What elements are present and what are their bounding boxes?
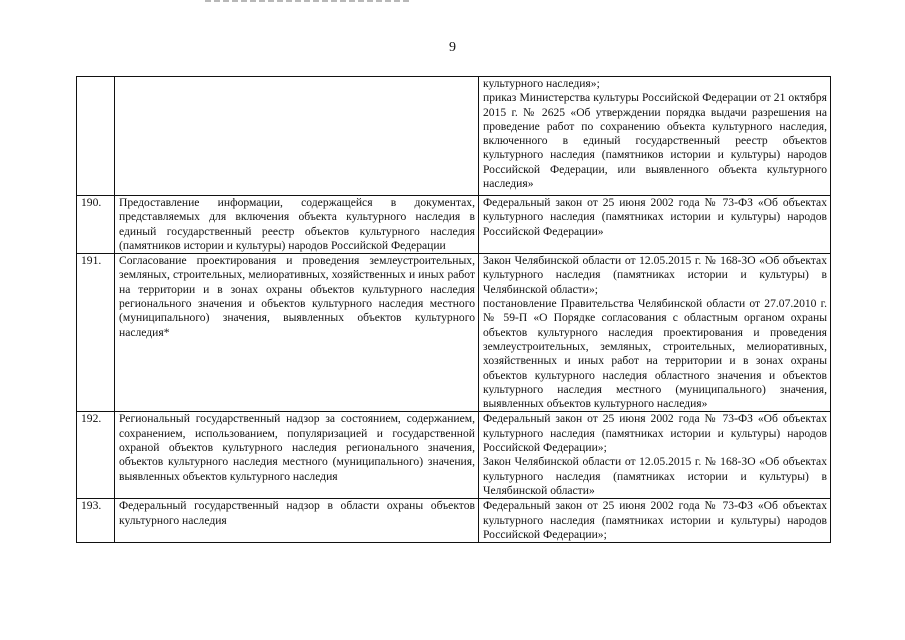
table-row xyxy=(77,412,831,499)
scan-artifact-line xyxy=(205,0,410,2)
legal-basis-text: Федеральный закон от 25 июня 2002 года № 73-ФЗ «Об объектах культурного наследия (памятниках истории и культуры) народов Российской Федерации»; xyxy=(483,412,827,455)
table-row xyxy=(77,196,831,254)
service-name-cell xyxy=(115,77,479,196)
legal-basis-cell xyxy=(479,254,831,412)
page-number: 9 xyxy=(449,40,456,55)
service-name-cell xyxy=(115,196,479,254)
row-number: 191. xyxy=(77,254,115,412)
legal-basis-text: постановление Правительства Челябинской области от 27.07.2010 г. № 59-П «О Порядке согласования с областным органом охраны объектов культурного наследия проектирования и проведения землеустроительных, земляных, строительных, мелиоративных, хозяйственных и иных работ на территории и в зонах охраны объектов культурного наследия областного значения и объектов культурного наследия местного (муниципального) значения, выявленных объектов культурного наследия» xyxy=(483,297,827,411)
table-row xyxy=(77,499,831,543)
legal-basis-text: культурного наследия»; xyxy=(483,77,600,90)
service-name-cell xyxy=(115,254,479,412)
service-name-text: Федеральный государственный надзор в области охраны объектов культурного наследия xyxy=(119,499,475,527)
service-name-text: Предоставление информации, содержащейся в документах, представляемых для включения объекта культурного наследия в единый государственный реестр объектов культурного наследия (памятников истории и культуры) народов Российской Федерации xyxy=(119,196,475,252)
row-number: 193. xyxy=(77,499,115,543)
legal-basis-text: Федеральный закон от 25 июня 2002 года № 73-ФЗ «Об объектах культурного наследия (памятниках истории и культуры) народов Российской Федерации» xyxy=(483,196,827,238)
row-number: 192. xyxy=(77,412,115,499)
legal-basis-text: Закон Челябинской области от 12.05.2015 г. № 168-ЗО «Об объектах культурного наследия (памятниках истории и культуры) в Челябинской области» xyxy=(483,455,827,497)
service-name-text: Согласование проектирования и проведения землеустроительных, земляных, строительных, мелиоративных, хозяйственных и иных работ на территории и в зонах охраны объектов культурного наследия регионального значения и объектов культурного наследия местного (муниципального) значения, выявленных объектов культурного наследия* xyxy=(119,254,475,339)
row-number xyxy=(77,77,115,196)
legal-basis-text: приказ Министерства культуры Российской Федерации от 21 октября 2015 г. № 2625 «Об утверждении порядка выдачи разрешения на проведение работ по сохранению объекта культурного наследия, включенного в единый государственный реестр объектов культурного наследия (памятников истории и культуры) народов Российской Федерации, или выявленного объекта культурного наследия» xyxy=(483,91,827,191)
legal-basis-cell xyxy=(479,412,831,499)
legal-basis-cell xyxy=(479,499,831,543)
row-number: 190. xyxy=(77,196,115,254)
service-name-text: Региональный государственный надзор за состоянием, содержанием, сохранением, использованием, популяризацией и государственной охраной объектов культурного наследия регионального значения, объектов культурного наследия местного (муниципального) значения, выявленных объектов культурного наследия xyxy=(119,412,475,483)
legal-basis-cell xyxy=(479,196,831,254)
legal-basis-cell xyxy=(479,77,831,196)
table-row xyxy=(77,77,831,196)
legal-basis-text: Федеральный закон от 25 июня 2002 года № 73-ФЗ «Об объектах культурного наследия (памятниках истории и культуры) народов Российской Федерации»; xyxy=(483,499,827,541)
table-row xyxy=(77,254,831,412)
service-name-cell xyxy=(115,412,479,499)
service-name-cell xyxy=(115,499,479,543)
services-table xyxy=(76,76,831,543)
legal-basis-text: Закон Челябинской области от 12.05.2015 г. № 168-ЗО «Об объектах культурного наследия (памятниках истории и культуры) в Челябинской области»; xyxy=(483,254,827,296)
